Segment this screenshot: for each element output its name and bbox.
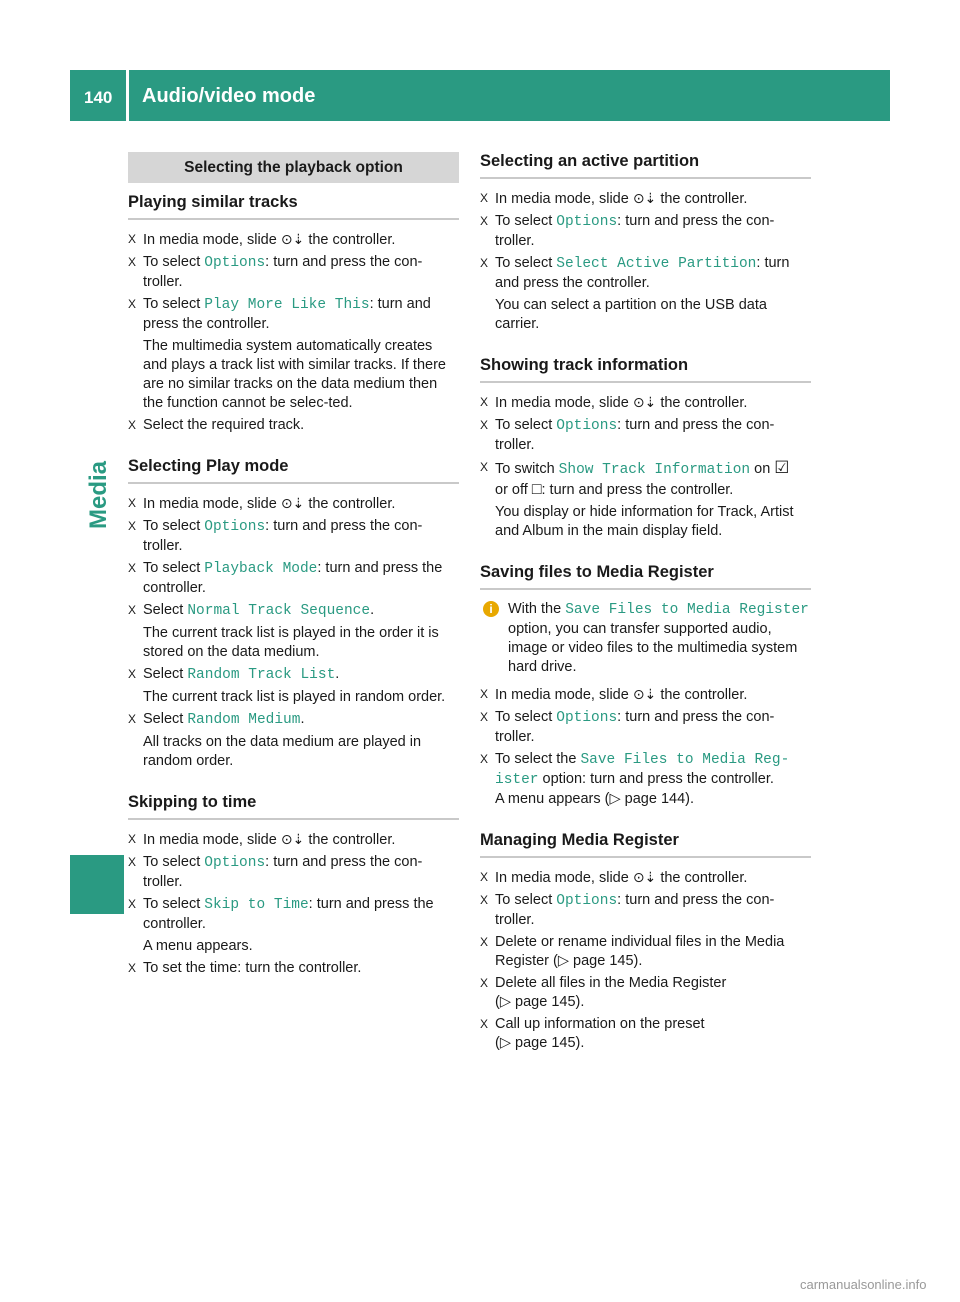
step-text: In media mode, slide bbox=[143, 832, 281, 848]
step-text: page 144). bbox=[620, 791, 694, 807]
step-text: : turn and press the bbox=[308, 896, 434, 912]
menu-option-text: Save Files to Media Reg- bbox=[580, 752, 790, 768]
menu-option-text: Save Files to Media Register bbox=[565, 602, 809, 618]
arrow-icon: X bbox=[128, 667, 137, 681]
step-text: Select bbox=[143, 602, 188, 618]
step-note: The current track list is played in random order. bbox=[143, 689, 446, 705]
step-text: To select bbox=[143, 560, 205, 576]
step-text: In media mode, slide bbox=[143, 496, 281, 512]
step-text: Delete all files in the Media Register bbox=[495, 975, 727, 991]
arrow-icon: X bbox=[480, 687, 489, 701]
step-text: . bbox=[300, 711, 305, 727]
info-text: option, you can transfer supported audio, image or video files to the multimedia system hard drive. bbox=[508, 621, 798, 675]
menu-option-text: Options bbox=[556, 893, 618, 909]
step-text: : turn and press the bbox=[317, 560, 443, 576]
step-text: In media mode, slide bbox=[495, 870, 633, 886]
step-note: The current track list is played in the order it is stored on the data medium. bbox=[143, 625, 439, 660]
step-text: : turn and press the con- bbox=[265, 854, 423, 870]
chapter-title: Audio/video mode bbox=[142, 85, 316, 107]
arrow-icon: X bbox=[480, 418, 489, 432]
arrow-icon: X bbox=[128, 519, 137, 533]
step-text: press the controller. bbox=[143, 316, 270, 332]
step bbox=[480, 685, 811, 705]
step bbox=[128, 959, 459, 978]
step bbox=[480, 189, 811, 209]
section-play-mode bbox=[128, 457, 459, 771]
menu-option-text: Options bbox=[556, 710, 618, 726]
step-text: . bbox=[370, 602, 375, 618]
step bbox=[480, 416, 811, 455]
step-text: option: turn and press the controller. bbox=[538, 771, 774, 787]
step bbox=[480, 750, 811, 809]
step bbox=[480, 458, 811, 500]
step-text: To switch bbox=[495, 461, 559, 477]
arrow-icon: X bbox=[128, 603, 137, 617]
step-text: A menu appears ( bbox=[495, 791, 610, 807]
controller-slide-icon: ⊙⇣ bbox=[632, 190, 657, 206]
arrow-icon: X bbox=[480, 976, 489, 990]
step bbox=[128, 230, 459, 250]
step-text: Call up information on the preset bbox=[495, 1016, 705, 1032]
arrow-icon: X bbox=[480, 870, 489, 884]
info-text: With the bbox=[508, 601, 566, 617]
step-text: To select bbox=[143, 296, 205, 312]
arrow-icon: X bbox=[128, 832, 137, 846]
step-text: Delete or rename individual files in the Media Register ( bbox=[495, 934, 785, 969]
section-skip-time bbox=[128, 793, 459, 978]
header-separator bbox=[126, 70, 129, 121]
step-text: To select bbox=[143, 896, 205, 912]
arrow-icon: X bbox=[128, 897, 137, 911]
section-active-partition bbox=[480, 152, 811, 334]
arrow-icon: X bbox=[128, 232, 137, 246]
step-text: To select bbox=[143, 854, 205, 870]
step bbox=[128, 665, 459, 685]
right-column bbox=[480, 152, 811, 1075]
menu-option-text: Options bbox=[204, 855, 266, 871]
step-text: In media mode, slide bbox=[143, 232, 281, 248]
step-note: You can select a partition on the USB data carrier. bbox=[495, 297, 767, 332]
checkbox-unchecked-icon: □ bbox=[531, 481, 542, 498]
step-text: To select bbox=[143, 518, 205, 534]
triangle-ref-icon: ▷ bbox=[499, 1035, 511, 1051]
step-text: : turn and press the con- bbox=[617, 417, 775, 433]
info-note bbox=[480, 600, 811, 677]
arrow-icon: X bbox=[128, 712, 137, 726]
arrow-icon: X bbox=[128, 418, 137, 432]
step-text: : turn and press the controller. bbox=[541, 482, 734, 498]
step-text: controller. bbox=[143, 916, 206, 932]
arrow-icon: X bbox=[128, 297, 137, 311]
menu-option-text: Normal Track Sequence bbox=[187, 603, 371, 619]
step bbox=[128, 710, 459, 730]
step-text: To select the bbox=[495, 751, 581, 767]
step-text: troller. bbox=[143, 538, 183, 554]
step-text: the controller. bbox=[656, 687, 748, 703]
section-manage-register bbox=[480, 831, 811, 1053]
step-text: the controller. bbox=[304, 496, 396, 512]
left-column bbox=[128, 152, 459, 1000]
step-text: and press the controller. bbox=[495, 275, 650, 291]
section-heading: Managing Media Register bbox=[480, 831, 811, 858]
section-heading: Showing track information bbox=[480, 356, 811, 383]
step bbox=[128, 853, 459, 892]
sidebar-label-text: Media bbox=[85, 460, 112, 530]
step: X Delete all files in the Media Register (▷ page 145). bbox=[480, 975, 727, 1010]
step-text: Select bbox=[143, 666, 188, 682]
arrow-icon: X bbox=[480, 752, 489, 766]
step-text: the controller. bbox=[656, 191, 748, 207]
arrow-icon: X bbox=[480, 395, 489, 409]
sidebar-color-block bbox=[70, 855, 124, 914]
step-text: To select bbox=[495, 709, 557, 725]
step bbox=[480, 868, 811, 888]
step-text: In media mode, slide bbox=[495, 191, 633, 207]
step-text: troller. bbox=[495, 912, 535, 928]
menu-option-text: Select Active Partition bbox=[556, 256, 757, 272]
page-number: 140 bbox=[84, 88, 113, 107]
sidebar-section-label bbox=[79, 440, 119, 550]
step-text: : turn and press the con- bbox=[265, 254, 423, 270]
step bbox=[480, 212, 811, 251]
arrow-icon: X bbox=[480, 191, 489, 205]
section-save-files bbox=[480, 563, 811, 809]
arrow-icon: X bbox=[480, 256, 489, 270]
arrow-icon: X bbox=[128, 496, 137, 510]
menu-option-text: Play More Like This bbox=[204, 297, 370, 313]
step: X Call up information on the preset (▷ page 145). bbox=[480, 1016, 705, 1051]
step-text: : turn and press the con- bbox=[617, 709, 775, 725]
section-track-information bbox=[480, 356, 811, 541]
menu-option-text: Skip to Time bbox=[204, 897, 309, 913]
step-text: the controller. bbox=[304, 832, 396, 848]
info-icon: i bbox=[483, 601, 499, 617]
menu-option-text: Options bbox=[556, 418, 618, 434]
step-text: In media mode, slide bbox=[495, 687, 633, 703]
section-heading: Selecting an active partition bbox=[480, 152, 811, 179]
section-heading: Selecting Play mode bbox=[128, 457, 459, 484]
step-text: Select the required track. bbox=[143, 417, 305, 433]
menu-option-text: Random Medium bbox=[187, 712, 301, 728]
step-text: troller. bbox=[143, 274, 183, 290]
step-text: page 145). bbox=[511, 994, 585, 1010]
step bbox=[128, 295, 459, 334]
section-playing-similar bbox=[128, 193, 459, 435]
controller-slide-icon: ⊙⇣ bbox=[632, 394, 657, 410]
step-text: troller. bbox=[143, 874, 183, 890]
step-text: : turn and press the con- bbox=[265, 518, 423, 534]
controller-slide-icon: ⊙⇣ bbox=[280, 231, 305, 247]
arrow-icon: X bbox=[128, 961, 137, 975]
controller-slide-icon: ⊙⇣ bbox=[280, 831, 305, 847]
menu-option-text: Playback Mode bbox=[204, 561, 318, 577]
step bbox=[128, 416, 459, 435]
arrow-icon: X bbox=[128, 561, 137, 575]
step-note: All tracks on the data medium are played in random order. bbox=[143, 734, 422, 769]
step bbox=[128, 494, 459, 514]
step bbox=[480, 891, 811, 930]
page-header bbox=[70, 70, 890, 121]
step-text: To select bbox=[143, 254, 205, 270]
step bbox=[480, 933, 811, 971]
arrow-icon: X bbox=[480, 214, 489, 228]
step-text: troller. bbox=[495, 233, 535, 249]
menu-option-text: Options bbox=[204, 519, 266, 535]
menu-option-text: ister bbox=[495, 772, 539, 788]
step-text: To set the time: turn the controller. bbox=[143, 960, 362, 976]
arrow-icon: X bbox=[480, 710, 489, 724]
controller-slide-icon: ⊙⇣ bbox=[632, 869, 657, 885]
arrow-icon: X bbox=[128, 855, 137, 869]
menu-option-text: Options bbox=[556, 214, 618, 230]
menu-option-text: Options bbox=[204, 255, 266, 271]
step bbox=[128, 559, 459, 598]
step bbox=[128, 253, 459, 292]
step-text: : turn and bbox=[369, 296, 431, 312]
arrow-icon: X bbox=[480, 893, 489, 907]
step bbox=[480, 708, 811, 747]
step bbox=[128, 601, 459, 621]
triangle-ref-icon: ▷ bbox=[499, 994, 511, 1010]
arrow-icon: X bbox=[480, 1017, 489, 1031]
step-text: To select bbox=[495, 213, 557, 229]
step-text: : turn and press the con- bbox=[617, 892, 775, 908]
step bbox=[128, 517, 459, 556]
step-text: page 145). bbox=[511, 1035, 585, 1051]
arrow-icon: X bbox=[480, 935, 489, 949]
triangle-ref-icon: ▷ bbox=[557, 953, 570, 969]
step bbox=[480, 254, 811, 293]
step-text: page 145). bbox=[569, 953, 643, 969]
step bbox=[128, 830, 459, 850]
arrow-icon: X bbox=[128, 255, 137, 269]
arrow-icon: X bbox=[480, 460, 489, 474]
watermark: carmanualsonline.info bbox=[800, 1277, 927, 1292]
triangle-ref-icon: ▷ bbox=[609, 791, 621, 807]
section-heading: Playing similar tracks bbox=[128, 193, 459, 220]
step-text: the controller. bbox=[656, 395, 748, 411]
menu-option-text: Random Track List bbox=[187, 667, 336, 683]
step bbox=[128, 895, 459, 934]
step-text: or off bbox=[495, 482, 532, 498]
step-text: the controller. bbox=[304, 232, 396, 248]
step-text: Select bbox=[143, 711, 188, 727]
controller-slide-icon: ⊙⇣ bbox=[632, 686, 657, 702]
menu-option-text: Show Track Information bbox=[558, 462, 751, 478]
step-note: The multimedia system automatically creates and plays a track list with similar tracks. If there are no similar tracks on the data medium then the function cannot be selec-ted. bbox=[143, 338, 446, 411]
step-text: In media mode, slide bbox=[495, 395, 633, 411]
step-text: : turn and press the con- bbox=[617, 213, 775, 229]
controller-slide-icon: ⊙⇣ bbox=[280, 495, 305, 511]
step-text: : turn bbox=[756, 255, 790, 271]
section-banner: Selecting the playback option bbox=[128, 152, 459, 183]
step-text: controller. bbox=[143, 580, 206, 596]
section-heading: Skipping to time bbox=[128, 793, 459, 820]
step-text: troller. bbox=[495, 729, 535, 745]
step-text: To select bbox=[495, 255, 557, 271]
step-text: troller. bbox=[495, 437, 535, 453]
step-text: To select bbox=[495, 417, 557, 433]
step-text: on bbox=[750, 461, 775, 477]
step-note: A menu appears. bbox=[143, 938, 253, 954]
section-heading: Saving files to Media Register bbox=[480, 563, 811, 590]
step-text: the controller. bbox=[656, 870, 748, 886]
step-text: . bbox=[335, 666, 340, 682]
step-note: You display or hide information for Track, Artist and Album in the main display field. bbox=[495, 504, 794, 539]
checkbox-checked-icon: ☑ bbox=[774, 458, 790, 477]
step bbox=[480, 393, 811, 413]
step-text: To select bbox=[495, 892, 557, 908]
